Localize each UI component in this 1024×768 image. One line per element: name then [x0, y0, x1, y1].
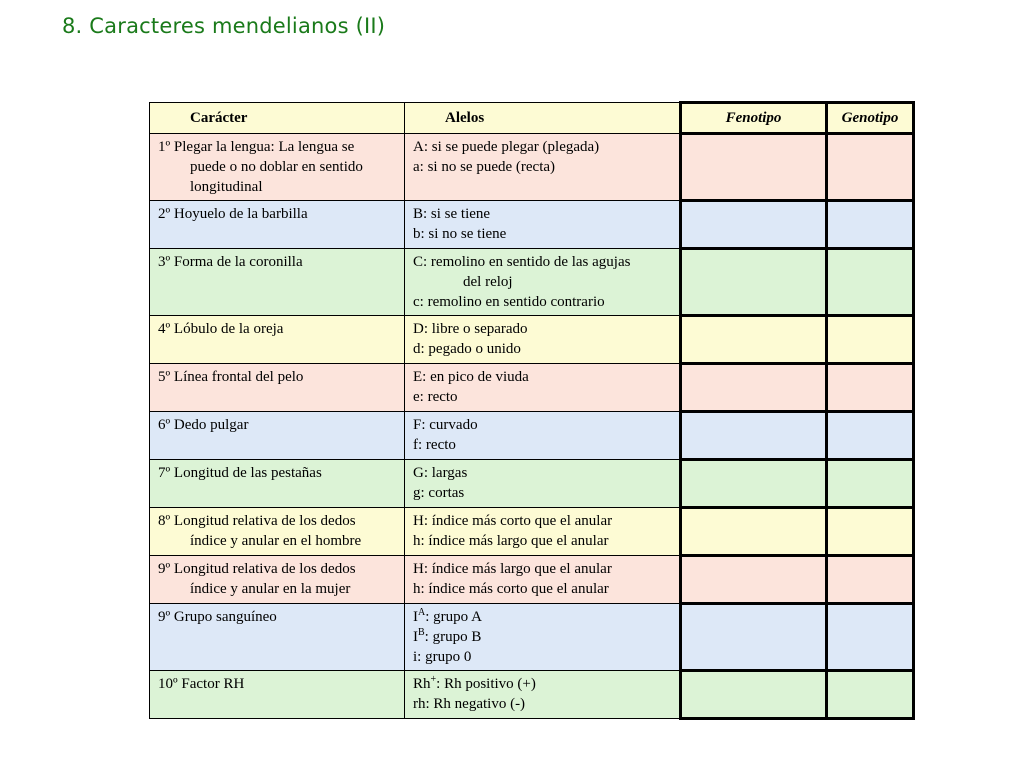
allele-symbol: Rh: [413, 676, 431, 692]
fenotipo-cell[interactable]: [681, 249, 827, 316]
fenotipo-cell[interactable]: [681, 508, 827, 556]
fenotipo-cell[interactable]: [681, 201, 827, 249]
alelo-text: a: si no se puede (recta): [413, 159, 556, 175]
fenotipo-cell[interactable]: [681, 604, 827, 671]
genotipo-cell[interactable]: [827, 671, 914, 719]
caracter-cell: [150, 412, 405, 460]
header-alelos: Alelos: [405, 103, 681, 134]
fenotipo-cell[interactable]: [681, 364, 827, 412]
alelo-text: C: remolino en sentido de las agujas: [413, 254, 631, 270]
caracter-text: 6º Dedo pulgar: [158, 417, 249, 433]
genotipo-cell[interactable]: [827, 508, 914, 556]
alelo-text: d: pegado o unido: [413, 341, 521, 357]
genotipo-cell[interactable]: [827, 556, 914, 604]
caracter-text: 8º Longitud relativa de los dedos: [158, 513, 356, 529]
alelo-text: H: índice más largo que el anular: [413, 561, 612, 577]
table-row: [150, 249, 914, 316]
alelo-text: b: si no se tiene: [413, 226, 507, 242]
caracter-text: puede o no doblar en sentido: [190, 159, 363, 175]
header-caracter: Carácter: [150, 103, 405, 134]
caracter-text: 9º Longitud relativa de los dedos: [158, 561, 356, 577]
fenotipo-cell[interactable]: [681, 671, 827, 719]
genotipo-cell[interactable]: [827, 201, 914, 249]
caracter-text: longitudinal: [190, 179, 263, 195]
fenotipo-cell[interactable]: [681, 556, 827, 604]
alelo-text: [413, 607, 673, 627]
alelo-text: h: índice más corto que el anular: [413, 581, 609, 597]
caracter-text: 10º Factor RH: [158, 676, 245, 692]
slide-title: 8. Caracteres mendelianos (II): [62, 14, 386, 38]
alelo-text: i: grupo 0: [413, 649, 472, 665]
alelo-text: g: cortas: [413, 485, 465, 501]
genotipo-cell[interactable]: [827, 460, 914, 508]
caracter-text: 5º Línea frontal del pelo: [158, 369, 304, 385]
alelo-text: del reloj: [463, 274, 513, 290]
caracter-text: 2º Hoyuelo de la barbilla: [158, 206, 308, 222]
alelo-text: A: si se puede plegar (plegada): [413, 139, 600, 155]
allele-superscript: +: [430, 674, 437, 685]
caracter-cell: [150, 249, 405, 316]
fenotipo-cell[interactable]: [681, 134, 827, 201]
table-row: [150, 201, 914, 249]
allele-description: : grupo A: [425, 609, 482, 625]
alelo-text: E: en pico de viuda: [413, 369, 529, 385]
table-row: [150, 556, 914, 604]
caracter-cell: [150, 364, 405, 412]
alelo-text: rh: Rh negativo (-): [413, 696, 526, 712]
genotipo-cell[interactable]: [827, 249, 914, 316]
alelo-text: [413, 674, 673, 694]
allele-description: : Rh positivo (+): [436, 676, 536, 692]
caracter-text: índice y anular en la mujer: [190, 581, 351, 597]
mendelian-traits-table: [149, 101, 915, 720]
caracter-cell: [150, 556, 405, 604]
table-row: [150, 604, 914, 671]
table-row: [150, 364, 914, 412]
genotipo-cell[interactable]: [827, 134, 914, 201]
caracter-text: 3º Forma de la coronilla: [158, 254, 303, 270]
caracter-text: índice y anular en el hombre: [190, 533, 362, 549]
table-row: [150, 671, 914, 719]
genotipo-cell[interactable]: [827, 604, 914, 671]
alelos-cell: [405, 412, 681, 460]
allele-symbol: I: [413, 609, 418, 625]
table-row: [150, 316, 914, 364]
alelo-text: H: índice más corto que el anular: [413, 513, 613, 529]
fenotipo-cell[interactable]: [681, 316, 827, 364]
header-fenotipo: Fenotipo: [681, 103, 827, 134]
caracter-text: 1º Plegar la lengua: La lengua se: [158, 139, 355, 155]
alelos-cell: [405, 201, 681, 249]
fenotipo-cell[interactable]: [681, 412, 827, 460]
alelos-cell: [405, 364, 681, 412]
alelos-cell: [405, 508, 681, 556]
allele-superscript: A: [418, 607, 426, 618]
fenotipo-cell[interactable]: [681, 460, 827, 508]
alelos-cell: [405, 134, 681, 201]
alelos-cell: [405, 671, 681, 719]
table-row: [150, 412, 914, 460]
alelo-text: c: remolino en sentido contrario: [413, 294, 605, 310]
alelo-text: f: recto: [413, 437, 456, 453]
header-genotipo: Genotipo: [827, 103, 914, 134]
alelo-text: e: recto: [413, 389, 458, 405]
alelos-cell: [405, 604, 681, 671]
caracter-cell: [150, 671, 405, 719]
alelos-cell: [405, 460, 681, 508]
caracter-cell: [150, 508, 405, 556]
alelos-cell: [405, 249, 681, 316]
alelo-text: h: índice más largo que el anular: [413, 533, 609, 549]
table-row: [150, 134, 914, 201]
table-header-row: [150, 103, 914, 134]
table-row: [150, 460, 914, 508]
caracter-cell: [150, 316, 405, 364]
allele-superscript: B: [418, 627, 425, 638]
caracter-text: 4º Lóbulo de la oreja: [158, 321, 284, 337]
caracter-text: 7º Longitud de las pestañas: [158, 465, 322, 481]
alelo-text: G: largas: [413, 465, 468, 481]
caracter-cell: [150, 134, 405, 201]
caracter-cell: [150, 201, 405, 249]
alelo-text: B: si se tiene: [413, 206, 491, 222]
allele-description: : grupo B: [424, 629, 482, 645]
alelo-text: F: curvado: [413, 417, 478, 433]
alelos-cell: [405, 316, 681, 364]
caracter-text: 9º Grupo sanguíneo: [158, 609, 277, 625]
alelo-text: [413, 627, 673, 647]
genotipo-cell[interactable]: [827, 364, 914, 412]
genotipo-cell[interactable]: [827, 412, 914, 460]
caracter-cell: [150, 460, 405, 508]
allele-symbol: I: [413, 629, 418, 645]
table-row: [150, 508, 914, 556]
genotipo-cell[interactable]: [827, 316, 914, 364]
alelo-text: D: libre o separado: [413, 321, 528, 337]
caracter-cell: [150, 604, 405, 671]
alelos-cell: [405, 556, 681, 604]
